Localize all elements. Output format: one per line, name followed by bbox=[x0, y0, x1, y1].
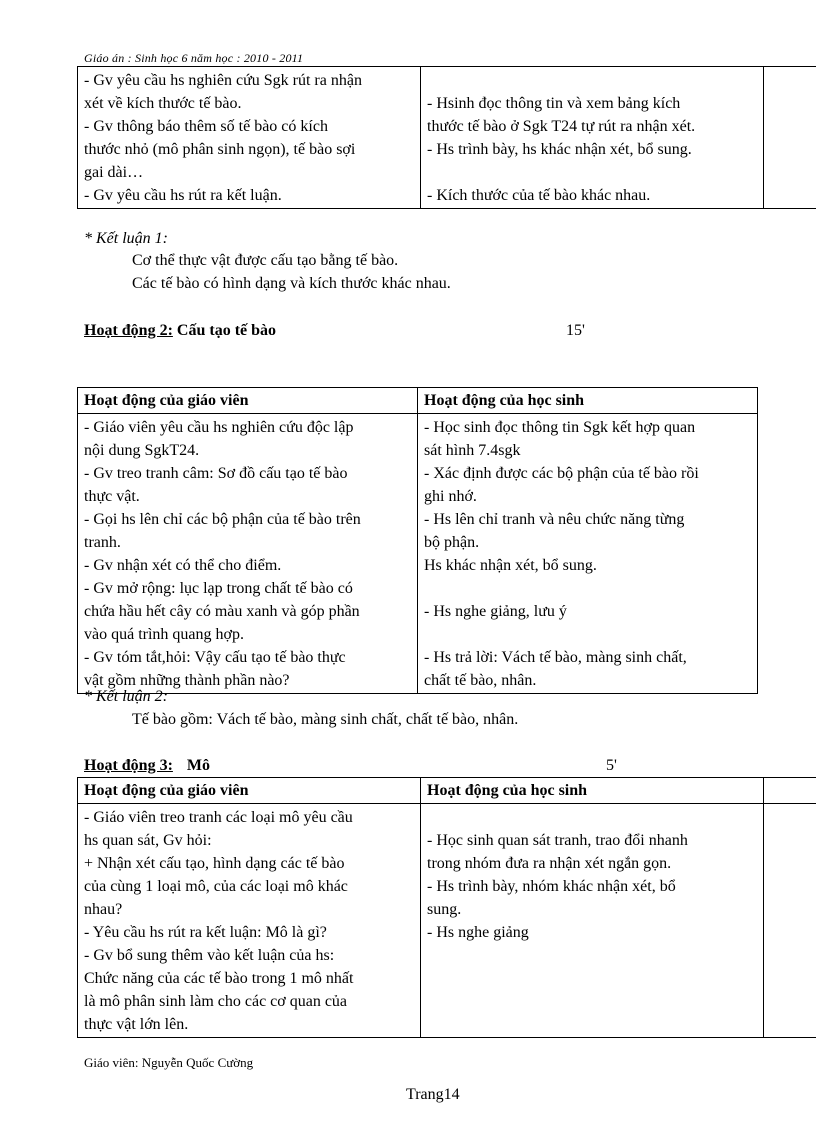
column-header-student: Hoạt động của học sinh bbox=[418, 388, 758, 414]
text-line: - Gv tóm tắt,hỏi: Vậy cấu tạo tế bào thực bbox=[84, 649, 346, 666]
text-line: Hs khác nhận xét, bổ sung. bbox=[424, 557, 597, 574]
table-row bbox=[78, 414, 758, 694]
text-line: gai dài… bbox=[84, 164, 144, 181]
text-line: chất tế bào, nhân. bbox=[424, 672, 537, 689]
text-line: - Giáo viên yêu cầu hs nghiên cứu độc lập bbox=[84, 419, 354, 436]
text-line: tranh. bbox=[84, 534, 121, 551]
notes-cell bbox=[764, 67, 816, 209]
teacher-cell bbox=[78, 804, 421, 1038]
text-line: - Yêu cầu hs rút ra kết luận: Mô là gì? bbox=[84, 924, 327, 941]
text-line: của cùng 1 loại mô, của các loại mô khác bbox=[84, 878, 348, 895]
notes-cell bbox=[764, 778, 816, 804]
spacer bbox=[424, 623, 752, 646]
text-line: - Xác định được các bộ phận của tế bào rồi bbox=[424, 465, 699, 482]
activity2-table bbox=[77, 387, 758, 694]
student-cell bbox=[421, 67, 764, 209]
text-line: - Gv mở rộng: lục lạp trong chất tế bào có bbox=[84, 580, 353, 597]
activity2-time: 15' bbox=[566, 322, 585, 339]
text-line: là mô phân sinh làm cho các cơ quan của bbox=[84, 993, 348, 1010]
text-line: trong nhóm đưa ra nhận xét ngắn gọn. bbox=[427, 855, 672, 872]
table-header-row bbox=[78, 778, 816, 804]
text-line: sung. bbox=[427, 901, 462, 918]
text-line: - Hs trả lời: Vách tế bào, màng sinh chất, bbox=[424, 649, 687, 666]
conclusion2-label: * Kết luận 2: bbox=[84, 688, 168, 705]
text-line: Chức năng của các tế bào trong 1 mô nhất bbox=[84, 970, 354, 987]
activity3-title: Mô bbox=[186, 757, 211, 774]
table-row bbox=[78, 804, 816, 1038]
text-line: bộ phận. bbox=[424, 534, 480, 551]
column-header-teacher: Hoạt động của giáo viên bbox=[78, 388, 418, 414]
student-cell bbox=[418, 414, 758, 694]
text-line: - Hs trình bày, nhóm khác nhận xét, bổ bbox=[427, 878, 676, 895]
text-line: chứa hầu hết cây có màu xanh và góp phần bbox=[84, 603, 360, 620]
text-line: - Giáo viên treo tranh các loại mô yêu cầu bbox=[84, 809, 353, 826]
conclusion1-label: * Kết luận 1: bbox=[84, 230, 168, 247]
spacer bbox=[424, 577, 752, 600]
text-line: sát hình 7.4sgk bbox=[424, 442, 521, 459]
text-line: - Gọi hs lên chỉ các bộ phận của tế bào trên bbox=[84, 511, 361, 528]
teacher-cell bbox=[78, 414, 418, 694]
activity1-table bbox=[77, 66, 816, 209]
activity2-heading bbox=[84, 322, 276, 340]
spacer bbox=[427, 161, 758, 184]
text-line: hs quan sát, Gv hỏi: bbox=[84, 832, 212, 849]
text-line: - Gv bổ sung thêm vào kết luận của hs: bbox=[84, 947, 335, 964]
student-cell bbox=[421, 804, 764, 1038]
conclusion1-line: Các tế bào có hình dạng và kích thước khác nhau. bbox=[132, 275, 451, 292]
column-header-teacher: Hoạt động của giáo viên bbox=[78, 778, 421, 804]
text-line: - Học sinh đọc thông tin Sgk kết hợp quan bbox=[424, 419, 696, 436]
text-line: ghi nhớ. bbox=[424, 488, 477, 505]
page-number: Trang14 bbox=[406, 1086, 460, 1103]
text-line: + Nhận xét cấu tạo, hình dạng các tế bào bbox=[84, 855, 345, 872]
text-line: thực vật lớn lên. bbox=[84, 1016, 189, 1033]
teacher-cell bbox=[78, 67, 421, 209]
activity3-heading bbox=[84, 757, 210, 775]
text-line: thước tế bào ở Sgk T24 tự rút ra nhận xét. bbox=[427, 118, 696, 135]
text-line: thực vật. bbox=[84, 488, 140, 505]
spacer bbox=[427, 806, 758, 829]
text-line: - Hs nghe giảng bbox=[427, 924, 529, 941]
text-line: - Gv yêu cầu hs rút ra kết luận. bbox=[84, 187, 282, 204]
activity3-table bbox=[77, 777, 816, 1038]
spacer bbox=[427, 69, 758, 92]
table-header-row bbox=[78, 388, 758, 414]
activity2-title: Cấu tạo tế bào bbox=[176, 322, 277, 339]
text-line: nội dung SgkT24. bbox=[84, 442, 200, 459]
footer-teacher: Giáo viên: Nguyễn Quốc Cường bbox=[84, 1055, 254, 1070]
text-line: - Hs trình bày, hs khác nhận xét, bổ sung. bbox=[427, 141, 692, 158]
text-line: - Gv nhận xét có thể cho điểm. bbox=[84, 557, 282, 574]
text-line: - Hs lên chỉ tranh và nêu chức năng từng bbox=[424, 511, 685, 528]
text-line: nhau? bbox=[84, 901, 123, 918]
text-line: vật gồm những thành phần nào? bbox=[84, 672, 290, 689]
activity3-time: 5' bbox=[606, 757, 617, 774]
text-line: - Kích thước của tế bào khác nhau. bbox=[427, 187, 651, 204]
text-line: - Gv yêu cầu hs nghiên cứu Sgk rút ra nhận bbox=[84, 72, 362, 89]
text-line: - Học sinh quan sát tranh, trao đổi nhanh bbox=[427, 832, 688, 849]
text-line: - Hs nghe giảng, lưu ý bbox=[424, 603, 567, 620]
text-line: xét về kích thước tế bào. bbox=[84, 95, 242, 112]
text-line: - Gv thông báo thêm số tế bào có kích bbox=[84, 118, 328, 135]
table-row bbox=[78, 67, 816, 209]
text-line: - Hsinh đọc thông tin và xem bảng kích bbox=[427, 95, 681, 112]
notes-cell bbox=[764, 804, 816, 1038]
activity2-label: Hoạt động 2: bbox=[84, 322, 173, 339]
conclusion1-line: Cơ thể thực vật được cấu tạo bằng tế bào. bbox=[132, 252, 399, 269]
column-header-student: Hoạt động của học sinh bbox=[421, 778, 764, 804]
text-line: thước nhỏ (mô phân sinh ngọn), tế bào sợi bbox=[84, 141, 356, 158]
text-line: vào quá trình quang hợp. bbox=[84, 626, 244, 643]
document-header: Giáo án : Sinh học 6 năm học : 2010 - 2011 bbox=[84, 51, 304, 65]
activity3-label: Hoạt động 3: bbox=[84, 757, 173, 774]
conclusion2-line: Tế bào gồm: Vách tế bào, màng sinh chất, chất tế bào, nhân. bbox=[132, 711, 519, 728]
text-line: - Gv treo tranh câm: Sơ đồ cấu tạo tế bào bbox=[84, 465, 348, 482]
